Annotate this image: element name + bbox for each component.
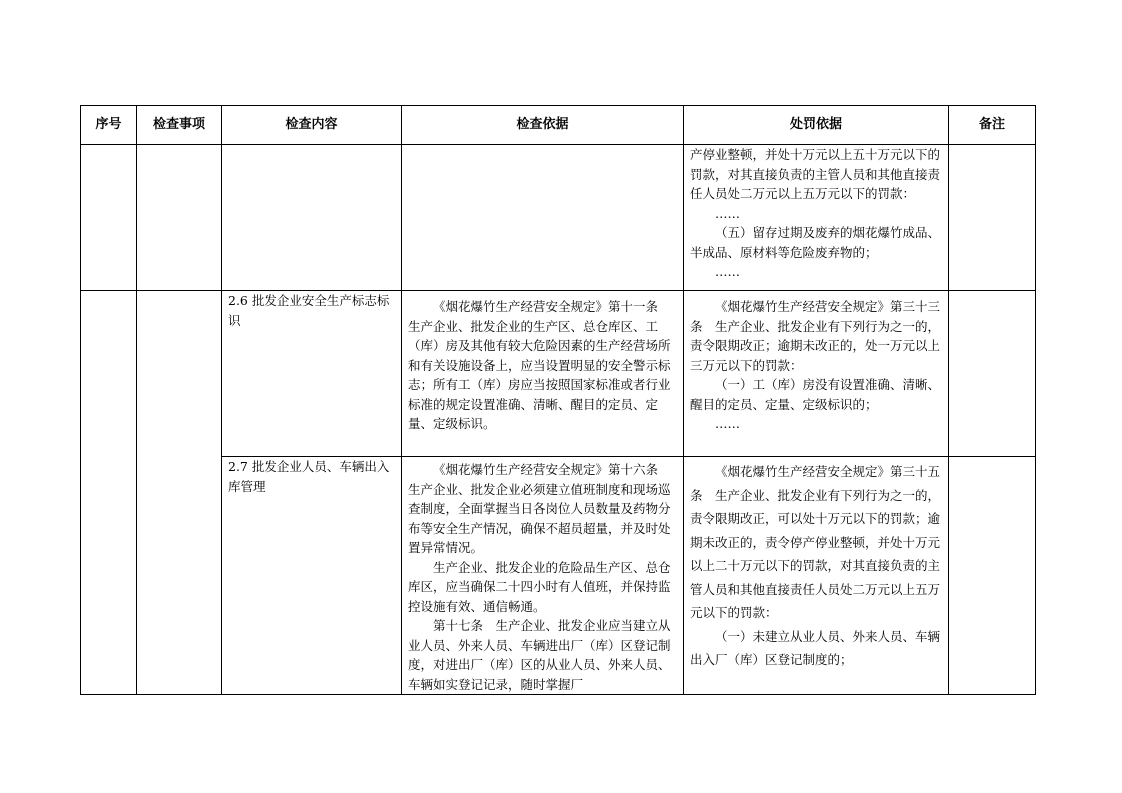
- header-seq: 序号: [81, 106, 137, 145]
- punishment-paragraph: 《烟花爆竹生产经营安全规定》第三十三条 生产企业、批发企业有下列行为之一的，责令限期改正；逾期未改正的，处一万元以上三万元以下的罚款：: [690, 299, 941, 373]
- note-cell: [949, 145, 1036, 291]
- content-cell: [222, 145, 402, 291]
- punishment-paragraph: ……: [715, 264, 740, 279]
- punishment-cell: [684, 457, 949, 695]
- basis-cell: [402, 457, 684, 695]
- header-content: 检查内容: [222, 106, 402, 145]
- punishment-paragraph: ……: [715, 205, 740, 221]
- basis-paragraph: 生产企业、批发企业的危险品生产区、总仓库区，应当确保二十四小时有人值班，并保持监控设施有效、通信畅通。: [408, 559, 671, 614]
- seq-cell: [81, 145, 137, 291]
- table-row: [81, 145, 1036, 291]
- punishment-paragraph: 《烟花爆竹生产经营安全规定》第三十五条 生产企业、批发企业有下列行为之一的，责令限期改正，可以处十万元以下的罚款；逾期未改正的，责令停产停业整顿，并处十万元以上二十万元以下的罚款，对其直接负责的主管人员和其他直接责任人员处二万元以上五万元以下的罚款：: [690, 464, 941, 620]
- note-cell: [949, 291, 1036, 457]
- punishment-paragraph: （五）留存过期及废弃的烟花爆竹成品、半成品、原材料等危险废弃物的；: [690, 225, 941, 260]
- item-cell: [137, 145, 222, 291]
- header-basis: 检查依据: [402, 106, 684, 145]
- punishment-paragraph: （一）未建立从业人员、外来人员、车辆出入厂（库）区登记制度的；: [690, 628, 941, 667]
- header-item: 检查事项: [137, 106, 222, 145]
- header-row: [81, 106, 1036, 145]
- punishment-paragraph: 产停业整顿，并处十万元以上五十万元以下的罚款，对其直接负责的主管人员和其他直接责任人员处二万元以上五万元以下的罚款：: [690, 147, 941, 201]
- basis-paragraph: 《烟花爆竹生产经营安全规定》第十六条 生产企业、批发企业必须建立值班制度和现场巡查制度，全面掌握当日各岗位人员数量及药物分布等安全生产情况，确保不超员超量，并及时处置异常情况。: [408, 462, 671, 555]
- punishment-cell: [684, 291, 949, 457]
- punishment-cell: [684, 145, 949, 291]
- table-row: [81, 457, 1036, 695]
- basis-paragraph: 第十七条 生产企业、批发企业应当建立从业人员、外来人员、车辆进出厂（库）区登记制度，对进出厂（库）区的从业人员、外来人员、车辆如实登记记录，随时掌握厂: [408, 618, 671, 692]
- note-cell: [949, 457, 1036, 695]
- table-row: [81, 291, 1036, 457]
- punishment-paragraph: （一）工（库）房没有设置准确、清晰、醒目的定员、定量、定级标识的；: [690, 377, 941, 412]
- header-note: 备注: [949, 106, 1036, 145]
- basis-cell: [402, 145, 684, 291]
- seq-cell: [81, 291, 137, 695]
- content-cell: 2.6 批发企业安全生产标志标识: [222, 291, 402, 457]
- punishment-paragraph: ……: [715, 416, 740, 431]
- content-cell: 2.7 批发企业人员、车辆出入库管理: [222, 457, 402, 695]
- basis-paragraph: 《烟花爆竹生产经营安全规定》第十一条 生产企业、批发企业的生产区、总仓库区、工（库）房及其他有较大危险因素的生产经营场所和有关设施设备上，应当设置明显的安全警示标志；所有工（库）房应当按照国家标准或者行业标准的规定设置准确、清晰、醒目的定员、定量、定级标识。: [408, 299, 671, 431]
- item-cell: [137, 291, 222, 695]
- basis-cell: [402, 291, 684, 457]
- inspection-table: [80, 105, 1036, 695]
- header-punishment: 处罚依据: [684, 106, 949, 145]
